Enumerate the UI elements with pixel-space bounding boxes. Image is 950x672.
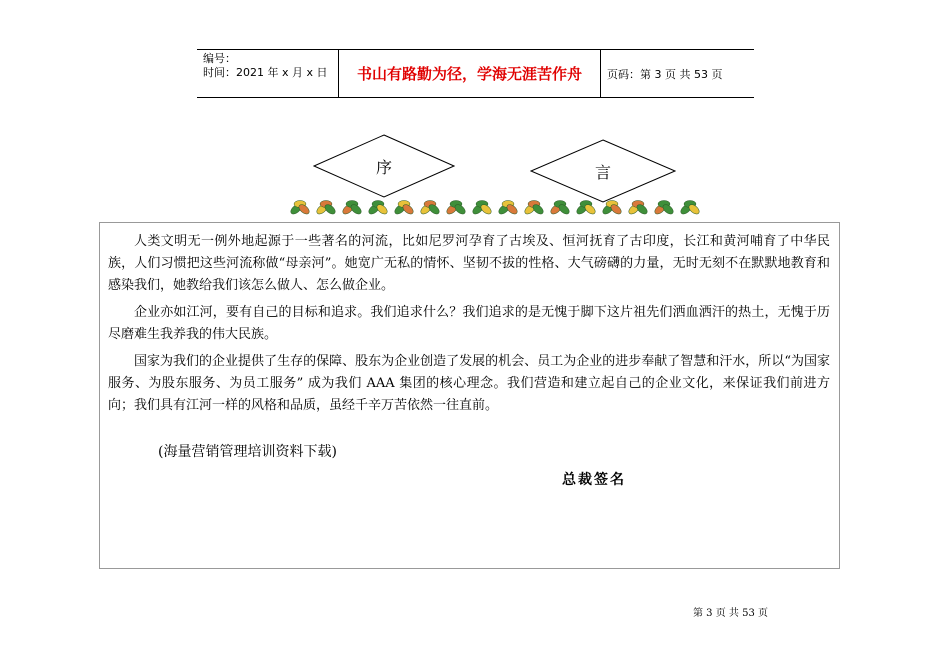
title-diamond-left <box>313 134 455 198</box>
page-footer: 第 3 页 共 53 页 <box>693 608 768 619</box>
title-char-1: 序 <box>375 157 392 177</box>
president-signature-label: 总裁签名 <box>562 472 626 488</box>
number-label: 编号： <box>203 52 236 65</box>
paragraph-2: 企业亦如江河，要有自己的目标和追求。我们追求什么？我们追求的是无愧于脚下这片祖先们洒血洒汗的热土，无愧于历尽磨难生我养我的伟大民族。 <box>108 305 830 342</box>
document-header <box>197 49 754 98</box>
header-page-code: 页码：第 3 页 共 53 页 <box>607 67 723 81</box>
title-char-2: 言 <box>594 162 611 182</box>
preface-paragraphs <box>108 231 830 422</box>
paragraph-1: 人类文明无一例外地起源于一些著名的河流，比如尼罗河孕育了古埃及、恒河抚育了古印度，长江和黄河哺育了中华民族，人们习惯把这些河流称做“母亲河”。她宽广无私的情怀、坚韧不拔的性格、大气磅礴的力量，无时无刻不在默默地教育和感染我们，她教给我们该怎么做人、怎么做企业。 <box>108 234 830 293</box>
title-diamond-right <box>530 139 676 203</box>
paragraph-3: 国家为我们的企业提供了生存的保障、股东为企业创造了发展的机会、员工为企业的进步奉献了智慧和汗水，所以“为国家服务、为股东服务、为员工服务” 成为我们 AAA 集团的核心理念。我们营造和建立起自己的企业文化，来保证我们前进方向；我们具有江河一样的风格和品质，虽经千辛万苦依然一往直前。 <box>108 354 830 413</box>
header-motto: 书山有路勤为径，学海无涯苦作舟 <box>339 50 601 97</box>
download-note: (海量营销管理培训资料下载) <box>158 444 337 460</box>
leaf-pattern-icon <box>288 196 706 218</box>
header-meta-cell <box>197 50 339 97</box>
preface-text-box <box>99 222 840 569</box>
time-label: 时间：2021 年 x 月 x 日 <box>203 66 328 79</box>
decorative-leaf-border <box>288 196 706 218</box>
